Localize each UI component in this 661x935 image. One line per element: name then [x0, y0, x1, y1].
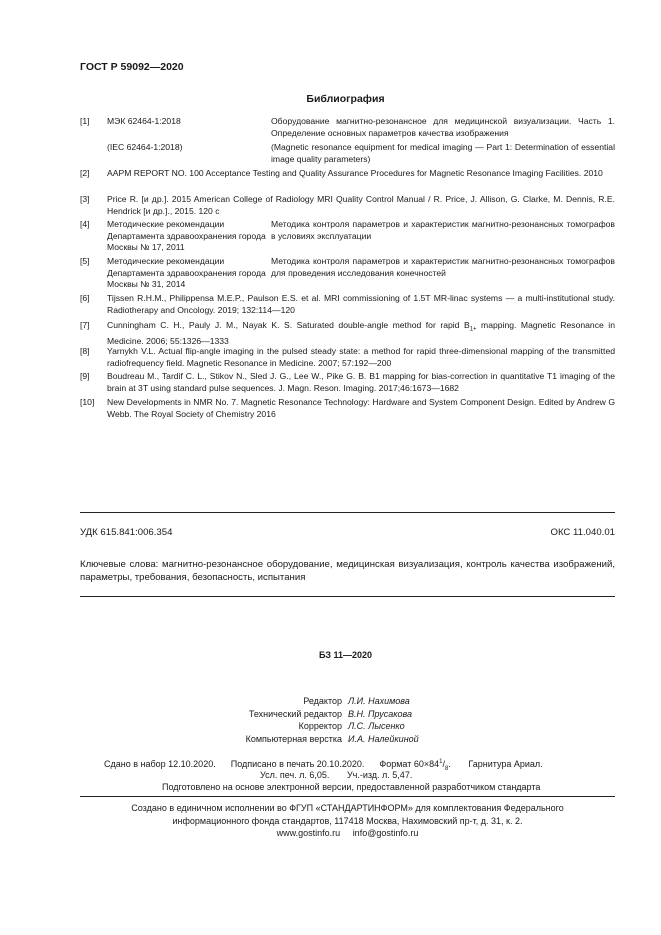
- footer-line: информационного фонда стандартов, 117418 Москва, Нахимовский пр-т, д. 31, к. 2.: [172, 815, 523, 826]
- bib-entry-number: [9]: [80, 371, 90, 381]
- bib-entry-number: [10]: [80, 397, 95, 407]
- format-sub: 8: [444, 765, 449, 772]
- publishing-sheets: Уч.-изд. л. 5,47.: [346, 770, 413, 780]
- format-text: .: [448, 759, 451, 769]
- bib-entry: [80, 116, 615, 140]
- bib-entry-source: Методические рекомендации Департамента здравоохранения города Москвы № 31, 2014: [107, 256, 266, 289]
- bib-entry: [80, 371, 615, 395]
- bib-entry: [80, 397, 615, 421]
- bib-entry-text: [107, 320, 615, 348]
- staff-role: Технический редактор: [248, 708, 342, 719]
- bib-entry-text: New Developments in NMR No. 7. Magnetic Resonance Technology: Hardware and System Component Design. Edited by Andrew G Webb. The Royal Society of Chemistry 2016: [107, 397, 615, 419]
- bib-entry-source: МЭК 62464-1:2018: [107, 116, 181, 126]
- bib-entry-title: Оборудование магнитно-резонансное для медицинской визуализации. Часть 1. Определение основных параметров качества изображения: [271, 116, 615, 138]
- format-text: Формат 60×84: [379, 759, 440, 769]
- bz-number: БЗ 11—2020: [318, 650, 373, 660]
- udk-code: УДК 615.841:006.354: [80, 527, 173, 538]
- bib-entry-number: [1]: [80, 116, 90, 126]
- bib-entry-number: [7]: [80, 320, 90, 330]
- bib-entry-text-part: mapping. Magnetic Resonance in Medicine. 2006; 55:1326—1333: [107, 320, 615, 347]
- bib-entry-source: (IEC 62464-1:2018): [107, 142, 183, 152]
- prepared-note: Подготовлено на основе электронной версии, предоставленной разработчиком стандарта: [162, 782, 541, 792]
- bib-entry-text: AAPM REPORT NO. 100 Acceptance Testing and Quality Assurance Procedures for Magnetic Resonance Imaging Facilities. 2010: [107, 168, 603, 178]
- staff-name: В.Н. Прусакова: [348, 708, 412, 719]
- email-link[interactable]: info@gostinfo.ru: [352, 828, 419, 838]
- staff-role: Редактор: [303, 696, 342, 706]
- bib-entry-text: Boudreau M., Tardif C. L., Stikov N., Sled J. G., Lee W., Pike G. B. B1 mapping for bias-correction in quantitative T1 imaging of the brain at 3T using standard pulse sequences. J. Magn. Reson. Imaging. 2017;46:1673—1682: [107, 371, 615, 393]
- sent-date: Сдано в набор 12.10.2020.: [104, 759, 216, 769]
- staff-name: Л.И. Нахимова: [348, 696, 410, 706]
- bib-entry-number: [8]: [80, 346, 90, 356]
- bib-entry-number: [6]: [80, 293, 90, 303]
- bib-entry-text-part: Cunningham C. H., Pauly J. M., Nayak K. S. Saturated double-angle method for rapid B: [107, 320, 470, 330]
- oks-code: ОКС 11.040.01: [550, 527, 615, 538]
- website-link[interactable]: www.gostinfo.ru: [276, 828, 341, 838]
- bibliography-title: Библиография: [306, 93, 385, 105]
- bib-entry: [80, 219, 615, 255]
- footer: [80, 802, 615, 840]
- staff-role: Корректор: [298, 721, 342, 731]
- bib-entry: [80, 346, 615, 370]
- footer-line: Создано в единичном исполнении во ФГУП «СТАНДАРТИНФОРМ» для комплектования Федерального: [131, 803, 564, 813]
- keywords: Ключевые слова: магнитно-резонансное оборудование, медицинская визуализация, контроль качества изображений, параметры, требования, безопасность, испытания: [80, 559, 615, 583]
- staff-role: Компьютерная верстка: [245, 733, 342, 744]
- bib-entry: [80, 142, 615, 166]
- bib-entry-number: [5]: [80, 256, 90, 266]
- bib-entry: [80, 293, 615, 317]
- bib-entry-title: Методика контроля параметров и характеристик магнитно-резонансных томографов для проведения исследования конечностей: [271, 256, 615, 278]
- bib-entry: [80, 194, 615, 218]
- bib-entry: [80, 320, 615, 347]
- divider: [80, 512, 615, 513]
- bib-entry-number: [3]: [80, 194, 90, 204]
- staff-name: Л.С. Лысенко: [348, 721, 405, 731]
- bib-entry: [80, 168, 615, 192]
- bib-entry-number: [4]: [80, 219, 90, 229]
- bib-entry-text: Yarnykh V.L. Actual flip-angle imaging in the pulsed steady state: a method for rapid three-dimensional mapping of the transmitted radiofrequency field. Magnetic Resonance in Medicine. 2007; 57:192—200: [107, 346, 615, 368]
- staff-name: И.А. Налейкиной: [348, 733, 419, 744]
- print-sheets: Усл. печ. л. 6,05.: [260, 770, 330, 780]
- bib-entry-title: Методика контроля параметров и характеристик магнитно-резонансных томографов в условиях эксплуатации: [271, 219, 615, 241]
- bib-entry-subscript: 1+: [469, 326, 477, 333]
- footer-contacts: [80, 827, 615, 840]
- divider: [80, 796, 615, 797]
- format: Формат $60\times 84^1/_8$.: [379, 759, 451, 772]
- signed-date: Подписано в печать 20.10.2020.: [230, 759, 365, 769]
- bib-entry-source: Методические рекомендации Департамента здравоохранения города Москвы № 17, 2011: [107, 219, 266, 252]
- divider: [80, 596, 615, 597]
- staff-roles: [0, 695, 342, 745]
- typeface: Гарнитура Ариал.: [468, 759, 543, 769]
- bib-entry-text: Price R. [и др.]. 2015 American College of Radiology MRI Quality Control Manual / R. Price, J. Allison, G. Clarke, M. Dennis, R.E. Hendrick [и др.]., 2015. 120 с: [107, 194, 615, 216]
- format-sup: 1: [439, 759, 443, 765]
- standard-code: ГОСТ Р 59092—2020: [80, 61, 184, 73]
- sheets-info: [260, 769, 412, 782]
- staff-names: [348, 695, 419, 745]
- bib-entry: [80, 256, 615, 292]
- bib-entry-number: [2]: [80, 168, 90, 178]
- bib-entry-text: Tijssen R.H.M., Philippensa M.E.P., Paulson E.S. et al. MRI commissioning of 1.5T MR-linac systems — a multi-institutional study. Radiotherapy and Oncology. 2019; 132:114—120: [107, 293, 615, 315]
- bib-entry-title: (Magnetic resonance equipment for medical imaging — Part 1: Determination of essential image quality parameters): [271, 142, 615, 164]
